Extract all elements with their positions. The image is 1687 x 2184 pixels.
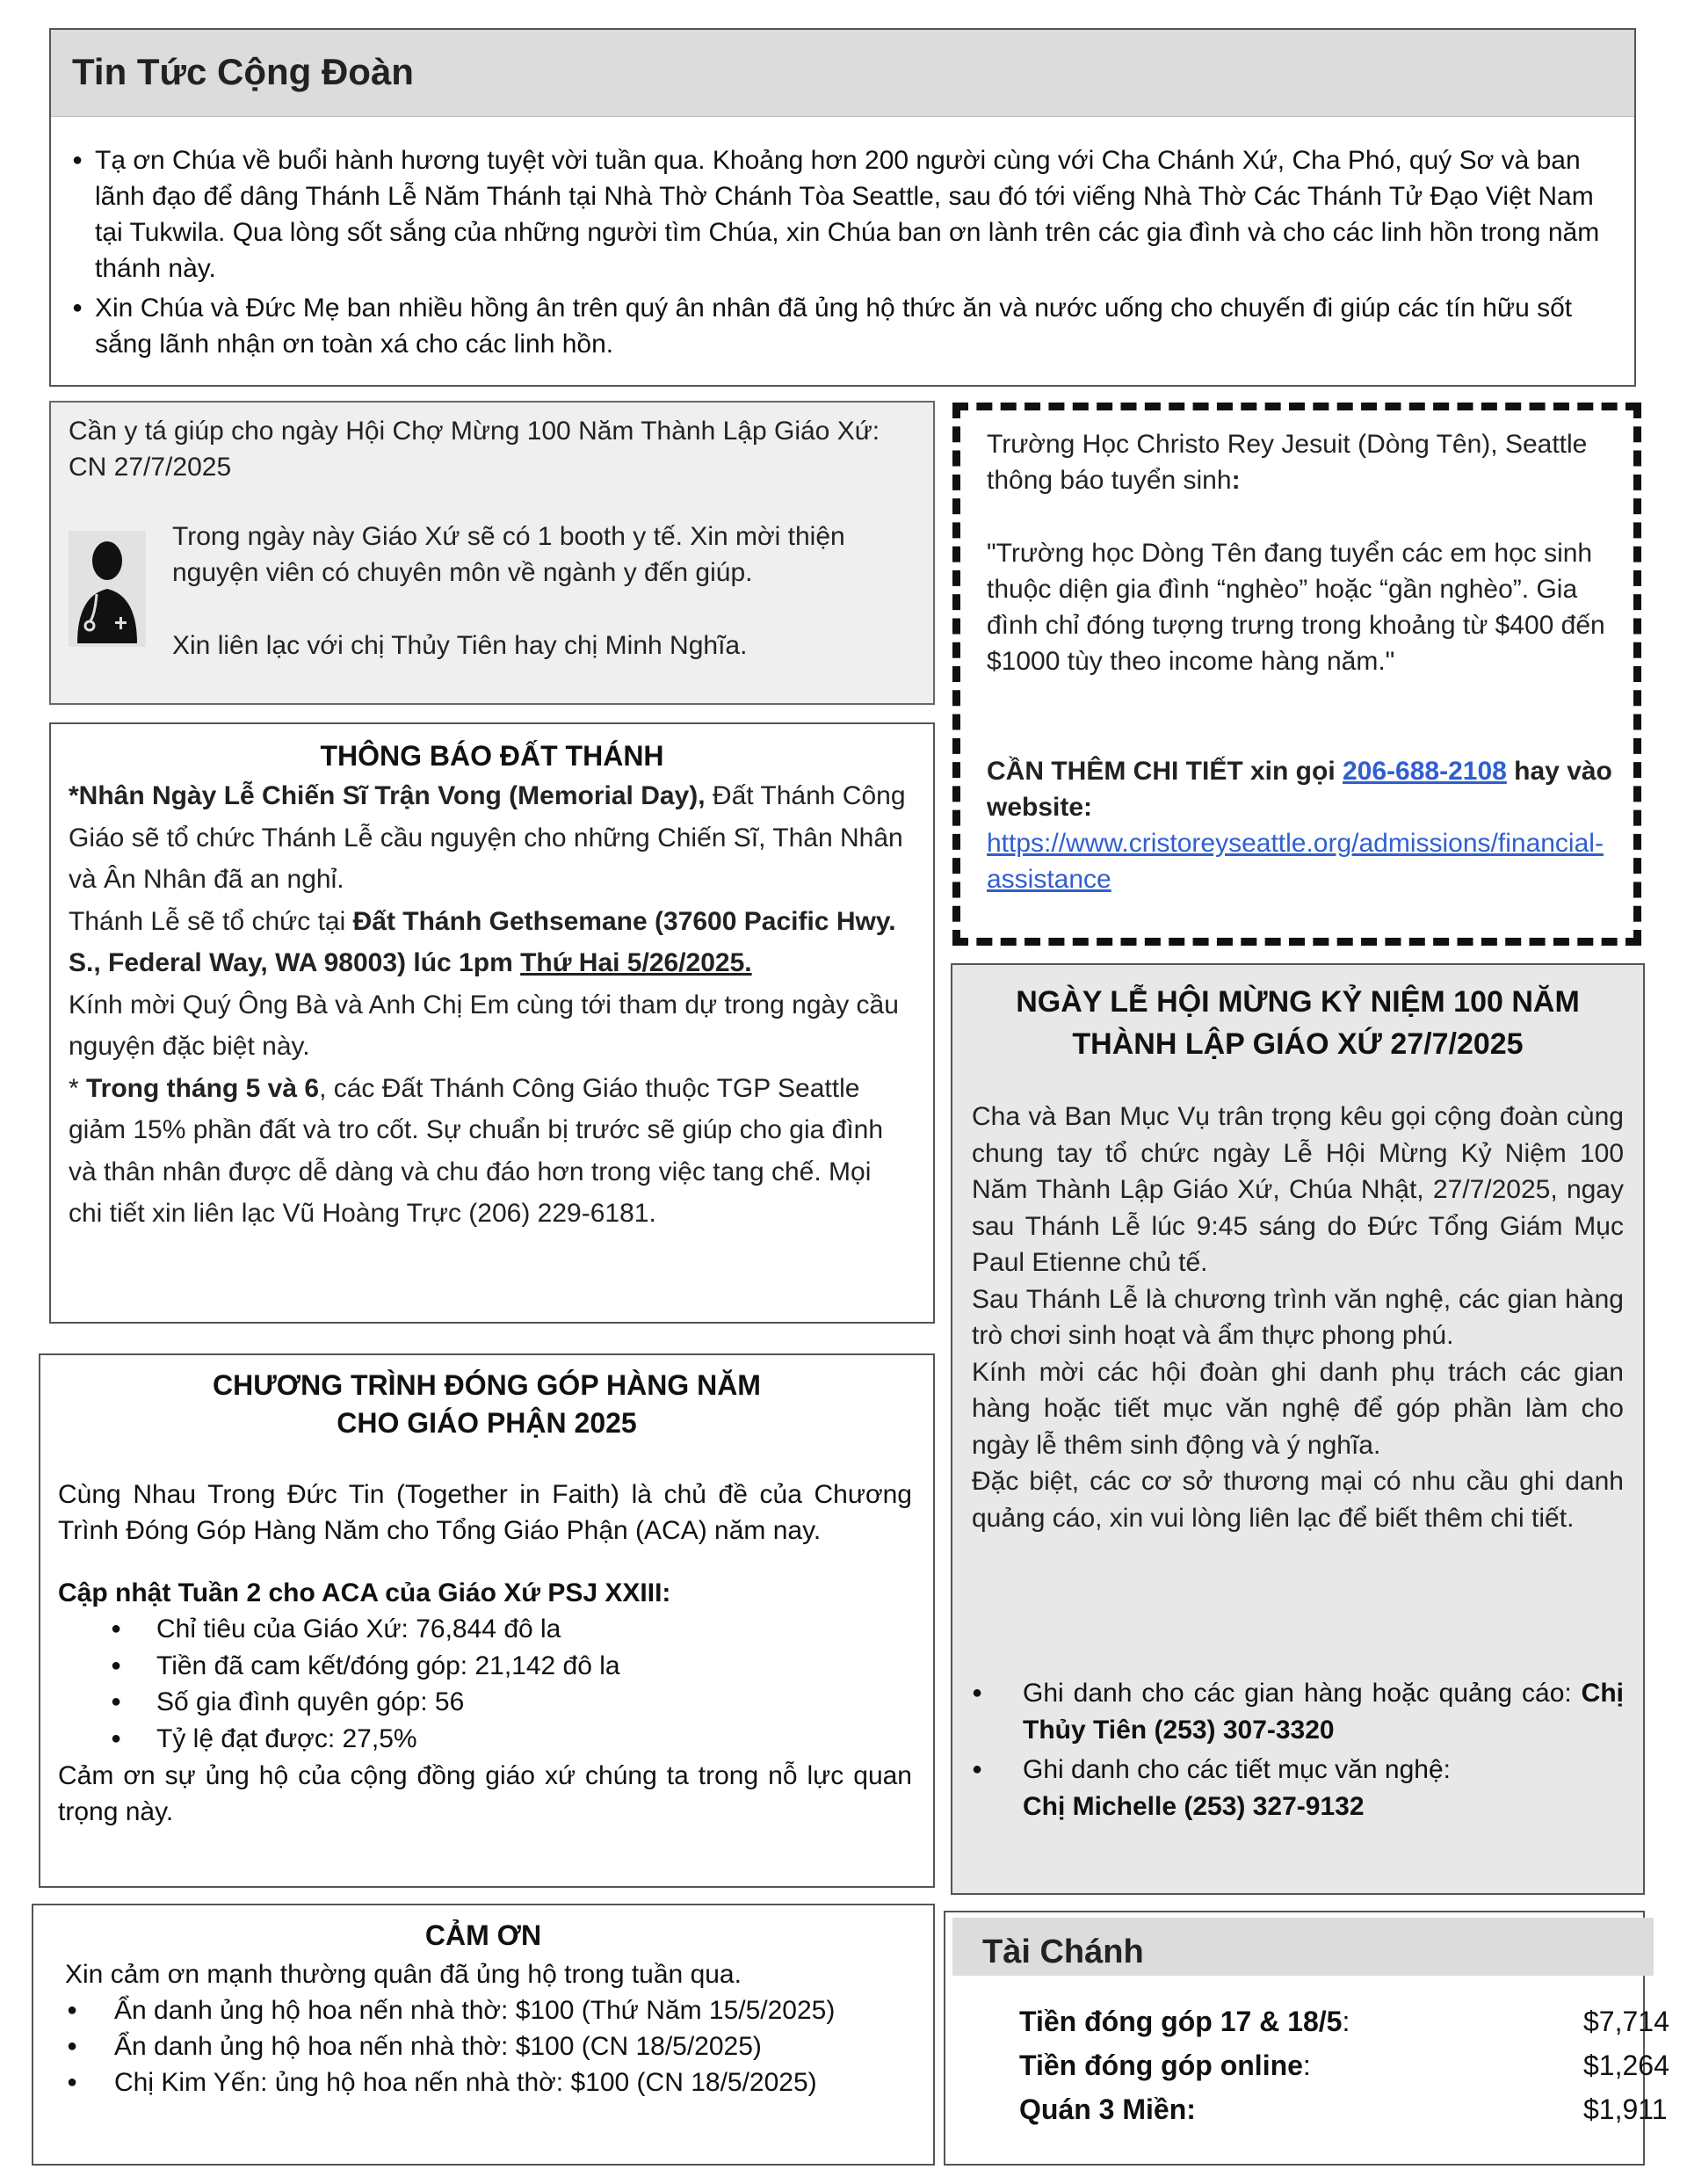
cristo-heading-colon: : — [1231, 466, 1241, 495]
finance-value: $7,714 — [1583, 2006, 1669, 2037]
festival-item — [972, 1752, 1624, 1825]
cristo-heading — [987, 426, 1618, 498]
holy-discount — [69, 1068, 912, 1235]
nurse-heading: Cần y tá giúp cho ngày Hội Chợ Mừng 100 Năm Thành Lập Giáo Xứ: CN 27/7/2025 — [69, 417, 880, 482]
finance-header — [952, 1918, 1654, 1976]
festival-paragraph: Kính mời các hội đoàn ghi danh phụ trách các gian hàng hoặc tiết mục văn nghệ để góp phần làm cho ngày lễ thêm sinh động và ý nghĩa. — [972, 1357, 1624, 1460]
festival-section — [951, 963, 1645, 1895]
festival-item — [972, 1675, 1624, 1748]
doctor-icon — [69, 531, 146, 647]
aca-intro: Cùng Nhau Trong Đức Tin (Together in Faith) là chủ đề của Chương Trình Đóng Góp Hàng Năm cho Tổng Giáo Phận (ACA) năm nay. — [58, 1480, 912, 1545]
news-title: Tin Tức Cộng Đoàn — [72, 51, 414, 92]
festival-title — [952, 981, 1643, 1065]
thanks-section — [32, 1904, 935, 2166]
cristo-more-mid: hay vào website: — [987, 757, 1612, 822]
cristo-heading-text: Trường Học Christo Rey Jesuit (Dòng Tên), Seattle thông báo tuyển sinh — [987, 430, 1588, 495]
finance-title: Tài Chánh — [982, 1934, 1144, 1970]
aca-footer: Cảm ơn sự ủng hộ của cộng đồng giáo xứ chúng ta trong nỗ lực quan trọng này. — [58, 1761, 912, 1826]
thanks-item: ● Ẩn danh ủng hộ hoa nến nhà thờ: $100 (CN 18/5/2025) — [67, 2028, 916, 2064]
finance-row — [1019, 2006, 1669, 2048]
finance-row — [1019, 2050, 1669, 2092]
holy-intro-rest: Đất Thánh Công Giáo sẽ tổ chức Thánh Lễ cầu nguyện cho những Chiến Sĩ, Thân Nhân và Ân Nhân đã an nghỉ. — [69, 781, 906, 894]
aca-item: ● Tỷ lệ đạt được: 27,5% — [111, 1721, 620, 1758]
thanks-title: CẢM ƠN — [424, 1919, 542, 1951]
nurse-contact: Xin liên lạc với chị Thủy Tiên hay chị Minh Nghĩa. — [172, 631, 748, 660]
holy-date: Thứ Hai 5/26/2025. — [520, 948, 752, 977]
aca-section — [39, 1353, 935, 1888]
holy-ground-title: THÔNG BÁO ĐẤT THÁNH — [320, 740, 664, 772]
aca-list — [111, 1611, 620, 1757]
cristo-phone-link[interactable]: 206-688-2108 — [1343, 757, 1507, 786]
holy-invite: Kính mời Quý Ông Bà và Anh Chị Em cùng tới tham dự trong ngày cầu nguyện đặc biệt này. — [69, 990, 899, 1061]
holy-place-prefix: Thánh Lễ sẽ tổ chức tại — [69, 906, 353, 936]
festival-paragraph: Sau Thánh Lễ là chương trình văn nghệ, các gian hàng trò chơi sinh hoạt và ẩm thực phong phú. — [972, 1284, 1624, 1350]
community-news-section — [49, 28, 1636, 387]
aca-item: ● Tiền đã cam kết/đóng góp: 21,142 đô la — [111, 1648, 620, 1685]
finance-label: Quán 3 Miền: — [1019, 2093, 1196, 2125]
news-header — [51, 30, 1634, 117]
nurse-body: Trong ngày này Giáo Xứ sẽ có 1 booth y tế. Xin mời thiện nguyện viên có chuyên môn về ngành y đến giúp. — [172, 522, 845, 587]
aca-title-line1: CHƯƠNG TRÌNH ĐÓNG GÓP HÀNG NĂM — [213, 1369, 761, 1401]
thanks-list — [67, 1992, 916, 2101]
festival-item-contact: Chị Thủy Tiên (253) 307-3320 — [1023, 1679, 1624, 1745]
holy-intro-bold: *Nhân Ngày Lễ Chiến Sĩ Trận Vong (Memorial Day), — [69, 781, 706, 810]
finance-value: $1,264 — [1583, 2050, 1669, 2081]
finance-value: $1,911 — [1583, 2093, 1668, 2125]
cristo-quote: "Trường học Dòng Tên đang tuyển các em học sinh thuộc diện gia đình “nghèo” hoặc “gần nghèo”. Gia đình chỉ đóng tượng trưng trong khoảng từ $400 đến $1000 tùy theo income hàng năm." — [987, 539, 1605, 676]
finance-row — [1019, 2093, 1668, 2136]
holy-ground-body — [69, 775, 912, 1235]
holy-place — [69, 901, 912, 984]
holy-place-bold: Đất Thánh Gethsemane (37600 Pacific Hwy. S., Federal Way, WA 98003) lúc 1pm — [69, 906, 896, 977]
festival-item-contact: Chị Michelle (253) 327-9132 — [1023, 1791, 1365, 1821]
aca-title-line2: CHO GIÁO PHẬN 2025 — [337, 1407, 637, 1439]
holy-discount-star: * — [69, 1073, 87, 1103]
news-item: ● Tạ ơn Chúa về buổi hành hương tuyệt vời tuần qua. Khoảng hơn 200 người cùng với Cha Chánh Xứ, Cha Phó, quý Sơ và ban lãnh đạo để dâng Thánh Lễ Năm Thánh tại Nhà Thờ Chánh Tòa Seattle, sau đó tới viếng Nhà Thờ Các Thánh Tử Đạo Việt Nam tại Tukwila. Qua lòng sốt sắng của những người tìm Chúa, xin Chúa ban ơn lành trên các gia đình và cho các linh hồn trong năm thánh này. — [72, 142, 1613, 287]
cristo-website-link[interactable]: https://www.cristoreyseattle.org/admissions/financial-assistance — [987, 829, 1604, 894]
finance-label: Tiền đóng góp 17 & 18/5: — [1019, 2006, 1350, 2037]
finance-label: Tiền đóng góp online: — [1019, 2050, 1311, 2081]
holy-discount-rest: , các Đất Thánh Công Giáo thuộc TGP Seattle giảm 15% phần đất và tro cốt. Sự chuẩn bị trước sẽ giúp cho gia đình và thân nhân được dễ dàng và chu đáo hơn trong việc tang chế. Mọi chi tiết xin liên lạc Vũ Hoàng Trực (206) 229-6181. — [69, 1073, 884, 1228]
finance-section — [944, 1911, 1669, 2166]
news-item: ● Xin Chúa và Đức Mẹ ban nhiều hồng ân trên quý ân nhân đã ủng hộ thức ăn và nước uống cho chuyến đi giúp các tín hữu sốt sắng lãnh nhận ơn toàn xá cho các linh hồn. — [72, 290, 1613, 362]
aca-update-heading: Cập nhật Tuần 2 cho ACA của Giáo Xứ PSJ XXIII: — [58, 1578, 671, 1607]
aca-item: ● Chỉ tiêu của Giáo Xứ: 76,844 đô la — [111, 1611, 620, 1648]
festival-list — [972, 1675, 1624, 1828]
festival-paragraph: Đặc biệt, các cơ sở thương mại có nhu cầu ghi danh quảng cáo, xin vui lòng liên lạc để biết thêm chi tiết. — [972, 1467, 1624, 1533]
festival-body — [972, 1099, 1624, 1536]
festival-paragraph: Cha và Ban Mục Vụ trân trọng kêu gọi cộng đoàn cùng chung tay tổ chức ngày Lễ Hội Mừng Kỷ Niệm 100 Năm Thành Lập Giáo Xứ, Chúa Nhật, 27/7/2025, ngay sau Thánh Lễ lúc 9:45 sáng do Đức Tổng Giám Mục Paul Etienne chủ tế. — [972, 1102, 1624, 1277]
cristo-rey-section — [952, 403, 1641, 946]
cristo-more-prefix: CẦN THÊM CHI TIẾT xin gọi — [987, 757, 1343, 786]
thanks-item: ● Chị Kim Yến: ủng hộ hoa nến nhà thờ: $100 (CN 18/5/2025) — [67, 2064, 916, 2101]
holy-intro — [69, 775, 912, 901]
thanks-item: ● Ẩn danh ủng hộ hoa nến nhà thờ: $100 (Thứ Năm 15/5/2025) — [67, 1992, 916, 2028]
festival-item-text: ● Ghi danh cho các tiết mục văn nghệ: — [1023, 1755, 1451, 1784]
holy-discount-bold: Trong tháng 5 và 6 — [86, 1073, 320, 1103]
festival-title-line2: THÀNH LẬP GIÁO XỨ 27/7/2025 — [1072, 1027, 1524, 1061]
holy-ground-section — [49, 722, 935, 1324]
festival-title-line1: NGÀY LỄ HỘI MỪNG KỶ NIỆM 100 NĂM — [1016, 985, 1580, 1019]
festival-item-text: Ghi danh cho các gian hàng hoặc quảng cáo: — [1023, 1679, 1582, 1708]
nurse-request-section — [49, 401, 935, 705]
cristo-more-info — [987, 753, 1618, 825]
cristo-url-wrap — [987, 825, 1618, 897]
thanks-intro: Xin cảm ơn mạnh thường quân đã ủng hộ trong tuần qua. — [65, 1960, 742, 1989]
aca-item: ● Số gia đình quyên góp: 56 — [111, 1684, 620, 1721]
news-list — [72, 142, 1613, 366]
